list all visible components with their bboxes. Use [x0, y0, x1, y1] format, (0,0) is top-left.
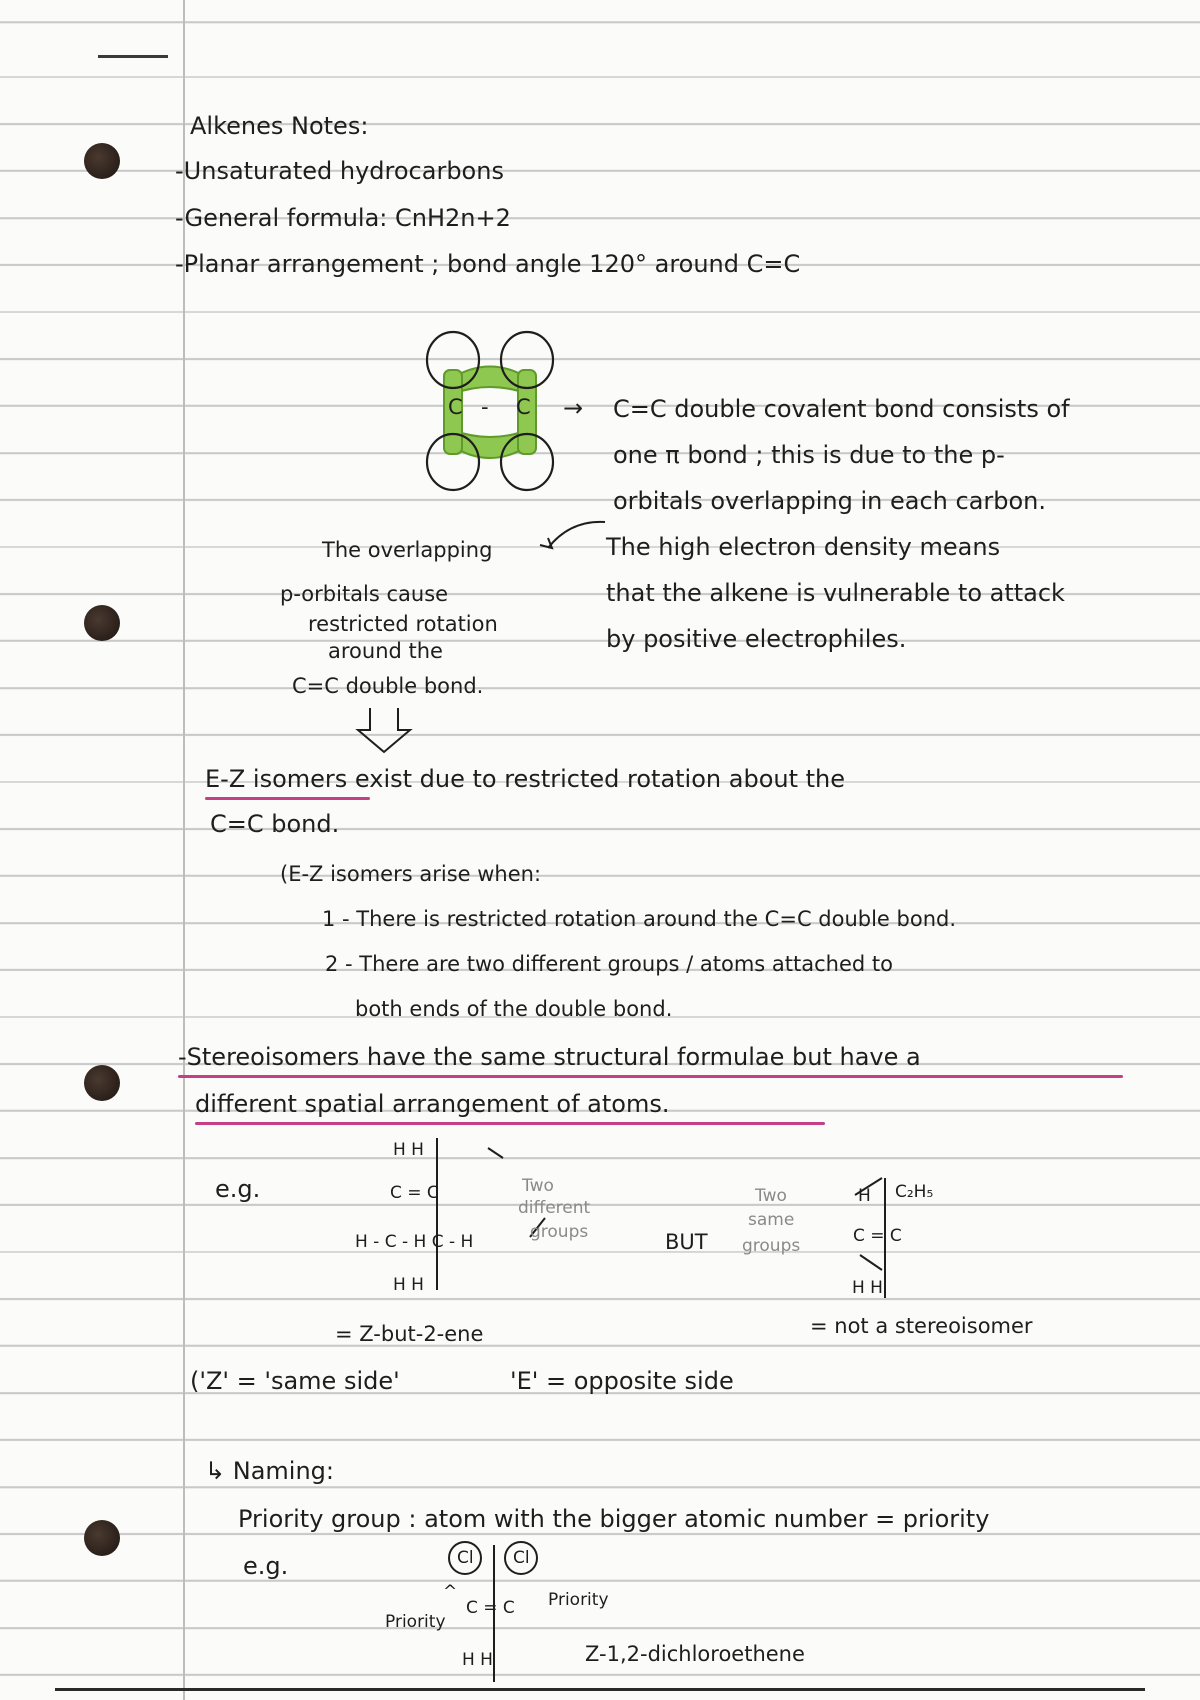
stereo-definition-line-2: different spatial arrangement of atoms. [195, 1090, 670, 1118]
pi-note-line-1: C=C double covalent bond consists of [613, 395, 1070, 423]
e-meaning: 'E' = opposite side [510, 1367, 734, 1395]
naming-rule: Priority group : atom with the bigger atomic number = priority [238, 1505, 990, 1533]
orbital-arrow: → [563, 394, 584, 422]
ez-condition-1: 1 - There is restricted rotation around the C=C double bond. [322, 907, 957, 931]
rotation-note-line-5: C=C double bond. [292, 674, 484, 698]
right-molecule-double-bond: C = C [853, 1226, 902, 1246]
bullet-planar: -Planar arrangement ; bond angle 120° around C=C [175, 250, 801, 278]
pi-note-line-6: by positive electrophiles. [606, 625, 907, 653]
bullet-unsaturated: -Unsaturated hydrocarbons [175, 157, 504, 185]
orbital-atom-right: C [516, 395, 531, 419]
two-same-label-2: same [748, 1210, 795, 1230]
naming-molecule-mid: C = C [466, 1598, 515, 1618]
rotation-note-line-4: around the [328, 639, 443, 663]
left-molecule-middle: H - C - H C - H [355, 1232, 474, 1252]
naming-title: ↳ Naming: [205, 1457, 334, 1485]
right-molecule-top-right: C₂H₅ [895, 1182, 934, 1202]
pi-note-line-3: orbitals overlapping in each carbon. [613, 487, 1047, 515]
pi-note-line-5: that the alkene is vulnerable to attack [606, 579, 1065, 607]
left-molecule-top: H H [393, 1140, 424, 1160]
two-different-label-2: different [518, 1198, 591, 1218]
notes-heading: Alkenes Notes: [190, 112, 369, 140]
two-same-label-1: Two [755, 1186, 787, 1206]
rotation-note-line-1: The overlapping [322, 538, 493, 562]
stereo-definition-line-1: -Stereoisomers have the same structural formulae but have a [178, 1043, 921, 1071]
pi-note-line-4: The high electron density means [606, 533, 1001, 561]
ez-condition-2: 2 - There are two different groups / atoms attached to [325, 952, 893, 976]
left-molecule-bottom: H H [393, 1275, 424, 1295]
right-molecule-top-left: H [858, 1186, 871, 1206]
naming-molecule-bottom: H H [462, 1650, 493, 1670]
right-molecule-name: = not a stereoisomer [810, 1314, 1033, 1338]
but-label: BUT [665, 1230, 708, 1254]
right-molecule-bottom: H H [852, 1278, 883, 1298]
naming-example-name: Z-1,2-dichloroethene [585, 1642, 805, 1666]
rotation-note-line-2: p-orbitals cause [280, 582, 449, 606]
orbital-bond: - [481, 395, 489, 419]
right-chlorine-circle: Cl [513, 1548, 530, 1568]
two-same-label-3: groups [742, 1236, 801, 1256]
two-different-label-3: groups [530, 1222, 589, 1242]
ez-intro-line-2: C=C bond. [210, 810, 340, 838]
pi-note-line-2: one π bond ; this is due to the p- [613, 441, 1005, 469]
ez-condition-2-cont: both ends of the double bond. [355, 997, 673, 1021]
ez-isomers-term: E-Z isomers [205, 765, 348, 793]
example-label: e.g. [215, 1175, 261, 1203]
left-molecule-name: = Z-but-2-ene [335, 1322, 484, 1346]
priority-caret: ^ [443, 1582, 458, 1602]
left-priority-label: Priority [385, 1612, 446, 1632]
z-meaning: ('Z' = 'same side' [190, 1367, 400, 1395]
left-molecule-double-bond: C = C [390, 1183, 439, 1203]
bullet-general-formula: -General formula: CnH2n+2 [175, 204, 511, 232]
orbital-atom-left: C [448, 395, 463, 419]
right-priority-label: Priority [548, 1590, 609, 1610]
ez-conditions-intro: (E-Z isomers arise when: [280, 862, 542, 886]
naming-example-label: e.g. [243, 1552, 289, 1580]
rotation-note-line-3: restricted rotation [308, 612, 498, 636]
ez-intro-rest: exist due to restricted rotation about the [347, 765, 846, 793]
two-different-label-1: Two [522, 1176, 554, 1196]
left-chlorine-circle: Cl [457, 1548, 474, 1568]
